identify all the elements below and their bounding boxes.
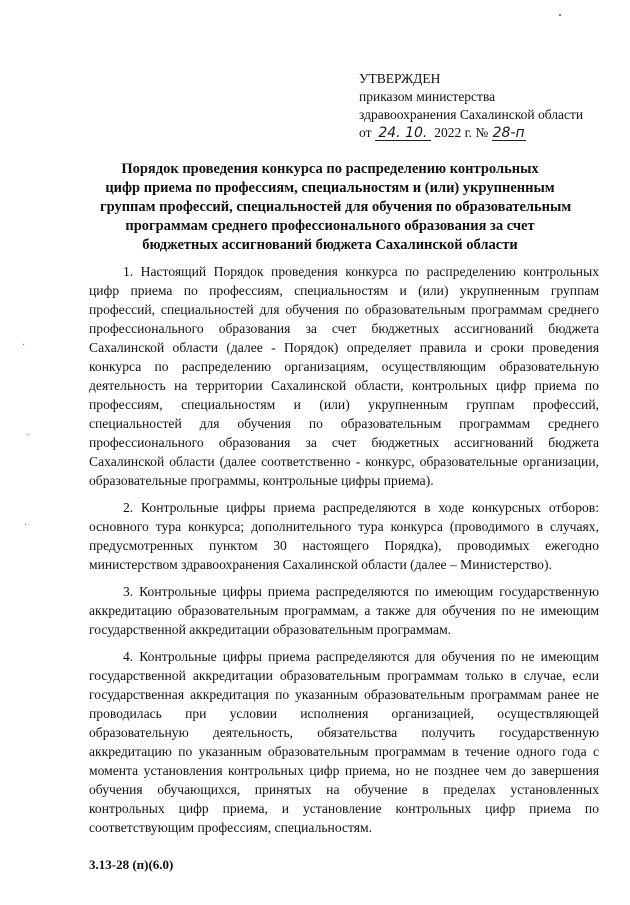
title-line: Порядок проведения конкурса по распределению контрольных xyxy=(121,161,539,177)
title-line: бюджетных ассигнований бюджета Сахалинской области xyxy=(142,237,518,253)
scan-mark: · xyxy=(24,520,28,531)
scan-mark: · xyxy=(22,340,26,351)
year-number-label: 2022 г. № xyxy=(434,125,489,140)
approval-block xyxy=(359,70,619,142)
paragraph-4: 4. Контрольные цифры приема распределяются для обучения по не имеющим государственной аккредитации образовательным программам только в случае, если государственная аккредитация по указанным образовательным программам ранее не проводилась при условии исполнения организацией, осуществляющей образовательную деятельность, обязательства получить государственную аккредитацию по указанным образовательным программам в течение одного года с момента установления контрольных цифр приема, но не позднее чем до завершения обучения обучающихся, принятых на обучение в пределах установленных контрольных цифр приема, и установление контрольных цифр приема по соответствующим профессиям, специальностям. xyxy=(89,649,599,835)
paragraph-2: 2. Контрольные цифры приема распределяются в ходе конкурсных отборов: основного тура конкурса; дополнительного тура конкурса (проводимого в случаях, предусмотренных пунктом 30 настоящего Порядка), проводимых ежегодно министерством здравоохранения Сахалинской области (далее – Министерство). xyxy=(89,500,599,572)
handwritten-date: 24. 10. xyxy=(375,126,431,141)
paragraph-1: 1. Настоящий Порядок проведения конкурса по распределению контрольных цифр приема по профессиям, специальностям и (или) укрупненным группам профессий, специальностей для обучения по образовательным программам среднего профессионального образования за счет бюджетных ассигнований бюджета Сахалинской области (далее - Порядок) определяет правила и сроки проведения конкурса по распределению организациям, осуществляющим образовательную деятельность на территории Сахалинской области, контрольных цифр приема по профессиям, специальностям и (или) укрупненным группам профессий, специальностей для обучения по образовательным программам среднего профессионального образования за счет бюджетных ассигнований бюджета Сахалинской области (далее соответственно - конкурс, образовательные организации, образовательные программы, контрольные цифры приема). xyxy=(89,264,599,488)
title-line: группам профессий, специальностей для обучения по образовательным xyxy=(100,199,572,215)
document-title xyxy=(100,160,572,255)
approval-title: УТВЕРЖДЕН xyxy=(359,71,441,86)
footer-code: 3.13-28 (п)(6.0) xyxy=(89,857,174,872)
scan-dot xyxy=(559,14,561,16)
scan-mark: · xyxy=(26,430,30,441)
paragraph-3: 3. Контрольные цифры приема распределяются по имеющим государственную аккредитацию образовательным программам, а также для обучения по не имеющим государственной аккредитации образовательным программам. xyxy=(89,584,599,637)
title-line: программам среднего профессионального образования за счет xyxy=(125,218,535,234)
title-line: цифр приема по профессиям, специальностям и (или) укрупненным xyxy=(105,180,555,196)
handwritten-order-number: 28-п xyxy=(492,125,525,141)
document-body xyxy=(89,262,599,845)
approval-date-row xyxy=(359,124,619,142)
from-prefix: от xyxy=(359,125,372,140)
approval-line-2: здравоохранения Сахалинской области xyxy=(359,107,584,122)
approval-line-1: приказом министерства xyxy=(359,89,496,104)
